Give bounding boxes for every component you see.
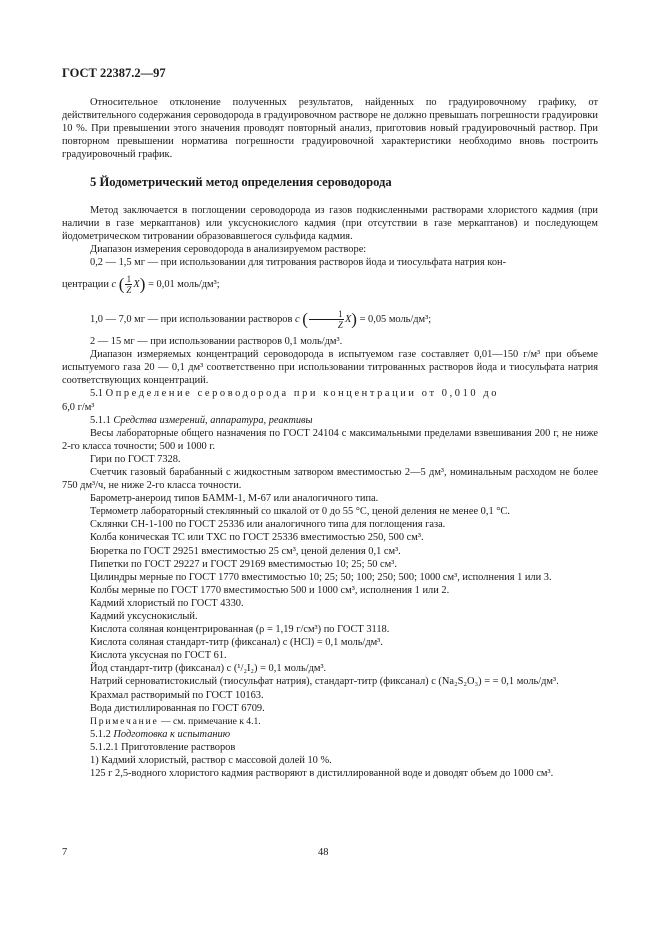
equipment-item: Натрий серноватистокислый (тиосульфат натрия), стандарт-титр (фиксанал) с (Na₂S₂O₃) = = 0,1 моль/дм³.: [90, 676, 559, 688]
clause-title: Средства измерений, аппаратура, реактивы: [113, 414, 313, 426]
clause-title-spaced: Определение сероводорода при концентрации от 0,010 до: [105, 388, 500, 400]
formula-1-value: = 0,01 моль/дм³;: [148, 278, 220, 290]
equipment-item: Цилиндры мерные по ГОСТ 1770 вместимостью 10; 25; 50; 100; 250; 500; 1000 см³, исполнения 1 или 3.: [90, 571, 552, 583]
equipment-item: Счетчик газовый барабанный с жидкостным затвором вместимостью 2—5 дм³, номинальным расходом не более 750 дм³/ч, не ниже 2-го класса точности.: [62, 466, 598, 492]
equipment-item: Кислота соляная стандарт-титр (фиксанал) с (HCl) = 0,1 моль/дм³.: [90, 637, 383, 649]
range-item-3: 2 — 15 мг — при использовании растворов 0,1 моль/дм³.: [90, 336, 343, 348]
clause-number: 5.1.2: [90, 728, 111, 740]
paragraph-deviation: Относительное отклонение полученных результатов, найденных по градуировочному графику, от действительного содержания сероводорода в градуировочном растворе не должно превышать погрешности градуировки 10 %. При превышении этого значения проводят повторный анализ, приготовив новый градуировочный раствор. При повторном превышении норматива погрешности градуировочной характеристики необходимо вновь построить градуировочный график.: [62, 97, 598, 161]
footer-number: 7: [62, 847, 68, 858]
formula-paren-open: (: [302, 309, 308, 329]
equipment-item: Весы лабораторные общего назначения по ГОСТ 24104 с максимальными пределами взвешивания 200 г, не ниже 2-го класса точности; 500 и 1000 г.: [62, 427, 598, 452]
paragraph-concentration-range: Диапазон измеряемых концентраций сероводорода в испытуемом газе составляет 0,01—150 г/м³ при объеме испытуемого газа 20 — 0,1 дм³ соответственно при использовании титрованных растворов йода и тиосульфата натрия соответствующих концентраций.: [62, 349, 598, 387]
equipment-item: Бюретка по ГОСТ 29251 вместимостью 25 см³, ценой деления 0,1 см³.: [90, 545, 401, 557]
formula-paren-close: ): [351, 309, 357, 329]
clause-5-1-tail: 6,0 г/м³: [62, 401, 95, 413]
equipment-item: Йод стандарт-титр (фиксанал) с (¹/₂I₂) = 0,1 моль/дм³.: [90, 663, 327, 675]
note-label: Примечание: [90, 715, 159, 727]
clause-number: 5.1.1: [90, 414, 111, 426]
equipment-item: Гири по ГОСТ 7328.: [90, 453, 181, 465]
equipment-item: Вода дистиллированная по ГОСТ 6709.: [90, 702, 265, 714]
equipment-item: Пипетки по ГОСТ 29227 и ГОСТ 29169 вместимостью 10; 25; 50 см³.: [90, 558, 397, 570]
equipment-item: Склянки СН-1-100 по ГОСТ 25336 или аналогичного типа для поглощения газа.: [90, 519, 446, 531]
equipment-item: Колбы мерные по ГОСТ 1770 вместимостью 500 и 1000 см³, исполнения 1 или 2.: [90, 584, 450, 596]
equipment-item: Барометр-анероид типов БАММ-1, М-67 или аналогичного типа.: [90, 493, 379, 505]
document-header: ГОСТ 22387.2—97: [62, 66, 166, 80]
equipment-item: Кислота уксусная по ГОСТ 61.: [90, 650, 227, 662]
formula-c: c: [295, 313, 300, 325]
section-title: 5 Йодометрический метод определения сероводорода: [90, 175, 392, 190]
equipment-item: Колба коническая ТС или ТХС по ГОСТ 25336 вместимостью 250, 500 см³.: [90, 532, 424, 544]
note: [62, 715, 598, 728]
equipment-item: Кадмий уксуснокислый.: [90, 611, 198, 622]
formula-x: X: [344, 313, 352, 325]
formula-line-1: [62, 274, 598, 295]
clause-5-1-2-1: 5.1.2.1 Приготовление растворов: [90, 741, 236, 753]
formula-x: X: [133, 278, 140, 290]
equipment-list: [62, 427, 598, 715]
formula-c: c: [111, 278, 117, 290]
clause-title: Подготовка к испытанию: [113, 728, 231, 740]
range-item-1: 0,2 — 1,5 мг — при использовании для титрования растворов йода и тиосульфата натрия кон-: [90, 256, 507, 268]
clause-5-1-2: [62, 728, 598, 741]
paragraph-method: Метод заключается в поглощении сероводорода из газов подкисленными растворами хлористого кадмия (при наличии в газе меркаптанов) или уксуснокислого кадмия (при отсутствии в газе меркаптанов) и последующем йодометрическом титровании образовавшегося сульфида кадмия.: [62, 204, 598, 242]
range-item-1-cont: центрации: [62, 278, 109, 290]
page-number: 48: [318, 847, 329, 858]
note-text: — см. примечание к 4.1.: [158, 715, 261, 727]
range-item-2: 1,0 — 7,0 мг — при использовании растворов: [90, 313, 293, 325]
formula-line-2: [62, 309, 598, 330]
equipment-item: Термометр лабораторный стеклянный со шкалой от 0 до 55 °С, ценой деления не менее 0,1 °С.: [90, 506, 510, 518]
solution-item-1-text: 125 г 2,5-водного хлористого кадмия растворяют в дистиллированной воде и доводят объем до 1000 см³.: [90, 768, 554, 780]
clause-5-1-1: [62, 414, 598, 427]
clause-5-1: [62, 387, 598, 400]
equipment-item: Крахмал растворимый по ГОСТ 10163.: [90, 689, 264, 701]
formula-fraction: $\frac{1}{Z}$: [309, 309, 344, 330]
document-body: [62, 96, 598, 780]
formula-paren-close: ): [139, 274, 146, 294]
paragraph-range-intro: Диапазон измерения сероводорода в анализируемом растворе:: [90, 243, 367, 255]
clause-number: 5.1: [90, 388, 103, 400]
equipment-item: Кадмий хлористый по ГОСТ 4330.: [90, 597, 244, 609]
formula-paren-open: (: [118, 274, 125, 294]
formula-fraction: $\frac{1}{Z}$: [126, 274, 132, 296]
equipment-item: Кислота соляная концентрированная (ρ = 1,19 г/см³) по ГОСТ 3118.: [90, 624, 390, 636]
formula-2-value: = 0,05 моль/дм³;: [359, 313, 432, 325]
solution-item-1: 1) Кадмий хлористый, раствор с массовой долей 10 %.: [90, 755, 332, 767]
